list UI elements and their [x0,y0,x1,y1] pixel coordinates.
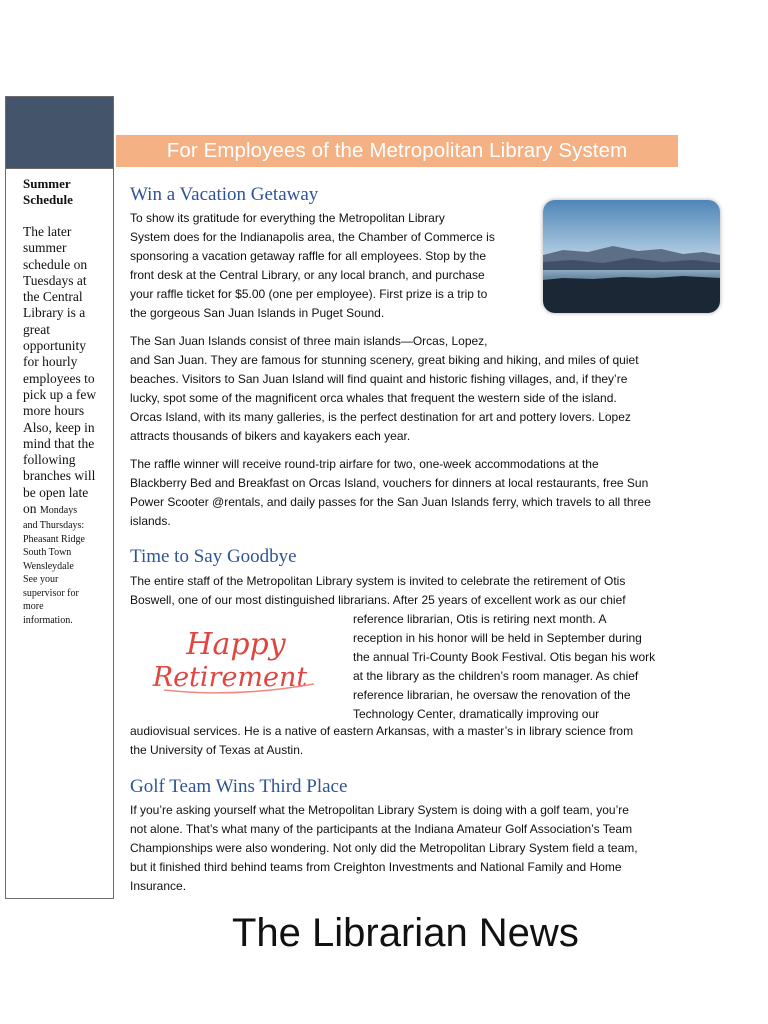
sidebar-line: The later [23,224,72,239]
sidebar-small-line: Pheasant Ridge [23,533,85,545]
text-line: If you’re asking yourself what the Metropolitan Library System is doing with a golf team, you’re [130,803,629,817]
paragraph-goodbye-bottom [130,722,678,760]
text-line: The entire staff of the Metropolitan Library system is invited to celebrate the retirement of Otis [130,574,626,588]
text-line: Blackberry Bed and Breakfast on Orcas Island, vouchers for dinners at local restaurants, free Sun [130,476,649,490]
text-line: Insurance. [130,879,187,893]
sidebar-line [23,501,103,519]
text-line: System does for the Indianapolis area, the Chamber of Commerce is [130,230,495,244]
heading-vacation: Win a Vacation Getaway [130,184,319,205]
text-line: your raffle ticket for $5.00 (one per employee). First prize is a trip to [130,287,488,301]
happy-retirement-image [134,618,334,698]
sidebar-line: pick up a few [23,386,97,402]
text-line: To show its gratitude for everything the Metropolitan Library [130,211,445,225]
text-line: sponsoring a vacation getaway raffle for all employees. Stop by the [130,249,486,263]
text-line: reference librarian, he oversaw the renovation of the [353,688,631,702]
sidebar-small-line: See your [23,574,59,585]
sidebar-line: great [23,321,50,337]
sidebar-line: schedule on [23,256,88,272]
art-line-retirement: Retirement [152,662,308,693]
text-line: Power Scooter @rentals, and daily passes for the San Juan Islands ferry, which travels to all three [130,495,651,509]
sidebar-line: following [23,452,76,468]
sidebar-small-line: and Thursdays: [23,520,85,531]
sidebar-small-text [23,519,103,627]
sidebar-line: be open late [23,484,89,500]
text-line: not alone. That’s what many of the participants at the Indiana Amateur Golf Association’s Team [130,822,633,836]
text-line: islands. [130,514,171,528]
text-line: The San Juan Islands consist of three main islands—Orcas, Lopez, [130,334,488,348]
paragraph-san-juan [130,332,678,446]
sidebar-body [23,224,103,519]
text-line: the annual Tri-County Book Festival. Otis began his work [353,650,656,664]
sidebar-small-line: information. [23,614,73,626]
sidebar-small-line: South Town [23,547,72,558]
sidebar-line: summer [23,240,67,256]
text-line: audiovisual services. He is a native of eastern Arkansas, with a master’s in library science from [130,724,634,738]
text-line: reference librarian, Otis is retiring next month. A [353,612,607,626]
text-line: Orcas Island, with its many galleries, is the perfect destination for art and pottery lovers. Lopez [130,410,631,424]
text-line: and San Juan. They are famous for stunning scenery, great biking and hiking, and miles of quiet [130,353,639,367]
sidebar-small-line: supervisor for [23,587,79,599]
islands-photo-image [543,200,720,313]
sidebar-line: Library is a [23,305,86,321]
text-line: Technology Center, dramatically improving our [353,707,600,721]
sidebar-line: Also, keep in [23,419,95,435]
heading-golf: Golf Team Wins Third Place [130,776,348,797]
islands-photo [543,200,720,313]
text-line: lucky, spot some of the magnificent orca whales that frequent the western side of the island. [130,391,617,405]
paragraph-vacation-intro [130,209,530,323]
sidebar-line: for hourly [23,354,78,370]
sidebar-line: mind that the [23,435,95,451]
sidebar-line: branches will [23,468,96,484]
sidebar-line: the Central [23,289,83,305]
sidebar-title-line: Schedule [23,192,73,207]
paragraph-goodbye-top [130,572,678,610]
newsletter-title: The Librarian News [232,911,579,955]
text-line: the University of Texas at Austin. [130,743,304,757]
banner [116,135,678,167]
sidebar-on-word: on [23,501,37,517]
text-line: Championships were also wondering. Not only did the Metropolitan Library System field a team, [130,841,638,855]
text-line: the gorgeous San Juan Islands in Puget Sound. [130,306,385,320]
text-line: attracts thousands of bikers and kayakers each year. [130,429,411,443]
paragraph-goodbye-right [353,610,678,724]
text-line: front desk at the Central Library, or any local branch, and purchase [130,268,485,282]
text-line: The raffle winner will receive round-trip airfare for two, one-week accommodations at the [130,457,599,471]
heading-goodbye: Time to Say Goodbye [130,546,297,567]
art-line-happy: Happy [186,627,286,662]
sidebar-title-line: Summer [23,176,71,191]
text-line: beaches. Visitors to San Juan Island will find quaint and historic fishing villages, and, if they’re [130,372,628,386]
text-line: Boswell, one of our most distinguished librarians. After 25 years of excellent work as our chief [130,593,626,607]
text-line: but it finished third behind teams from Creighton Investments and National Family and Home [130,860,622,874]
text-line: reception in his honor will be held in September during [353,631,642,645]
happy-retirement-art [134,618,334,698]
sidebar-line: opportunity [23,338,86,354]
paragraph-golf [130,801,678,896]
text-line: at the library as the children’s room manager. As chief [353,669,639,683]
paragraph-raffle-prize [130,455,678,531]
sidebar-title [23,176,103,208]
banner-text: For Employees of the Metropolitan Library System [166,139,628,162]
sidebar-color-block [5,96,114,169]
sidebar-line: Tuesdays at [23,272,87,288]
sidebar-small-line: Mondays [39,505,78,517]
sidebar-line: employees to [23,370,95,386]
sidebar-line: more hours [23,403,85,419]
sidebar-small-line: Wensleydale [23,560,74,572]
sidebar-small-line: more [23,601,44,612]
